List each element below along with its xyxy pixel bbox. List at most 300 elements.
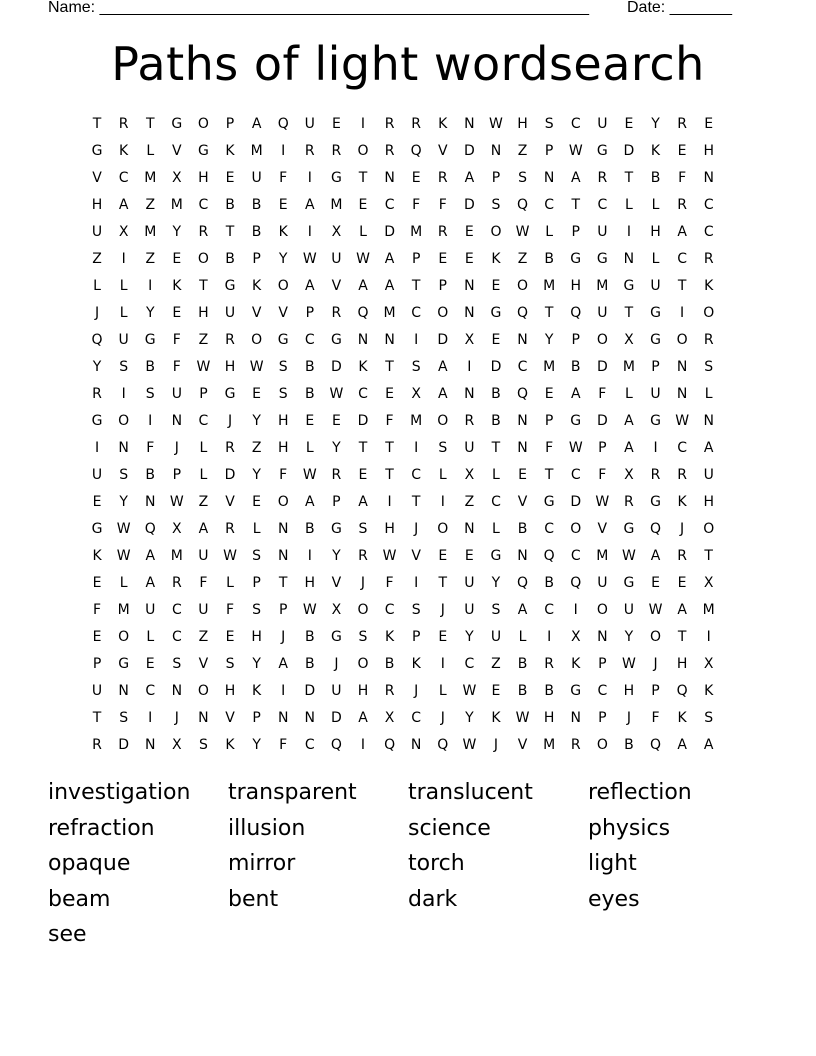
- grid-letter: Q: [650, 521, 662, 537]
- grid-letter: R: [677, 197, 688, 213]
- grid-row: [84, 386, 722, 413]
- grid-letter: A: [358, 710, 369, 726]
- grid-letter: U: [118, 332, 130, 348]
- grid-letter: S: [491, 602, 501, 618]
- grid-letter: P: [571, 224, 581, 240]
- grid-letter: L: [651, 251, 660, 267]
- grid-letter: Z: [198, 494, 209, 510]
- word-list-item: see: [48, 922, 87, 948]
- grid-letter: T: [385, 440, 395, 456]
- grid-letter: R: [331, 143, 342, 159]
- grid-letter: N: [676, 359, 688, 375]
- grid-letter: U: [597, 224, 608, 240]
- grid-letter: J: [440, 602, 446, 618]
- grid-letter: C: [491, 494, 502, 510]
- grid-letter: M: [144, 170, 157, 186]
- grid-letter: E: [651, 575, 661, 591]
- grid-letter: G: [543, 494, 556, 510]
- grid-letter: F: [412, 197, 421, 213]
- grid-letter: G: [650, 494, 662, 510]
- grid-letter: U: [464, 440, 475, 456]
- grid-letter: S: [704, 710, 714, 726]
- grid-letter: I: [626, 224, 632, 240]
- grid-letter: I: [281, 683, 286, 699]
- grid-letter: B: [225, 197, 236, 213]
- letter-grid: [84, 116, 722, 764]
- grid-letter: G: [171, 116, 183, 132]
- grid-letter: S: [518, 170, 528, 186]
- grid-letter: Z: [251, 440, 262, 456]
- grid-letter: N: [464, 521, 476, 537]
- grid-letter: G: [623, 575, 635, 591]
- grid-letter: V: [225, 710, 236, 726]
- grid-letter: C: [304, 737, 316, 753]
- grid-letter: T: [278, 575, 288, 591]
- grid-letter: N: [171, 683, 183, 699]
- grid-letter: L: [305, 440, 315, 456]
- grid-letter: Q: [650, 737, 662, 753]
- grid-letter: U: [490, 629, 502, 645]
- grid-row: [84, 575, 722, 602]
- grid-letter: X: [570, 629, 582, 645]
- grid-letter: A: [624, 413, 635, 429]
- grid-letter: P: [651, 359, 661, 375]
- grid-letter: P: [252, 251, 262, 267]
- grid-letter: L: [199, 467, 208, 483]
- grid-letter: O: [650, 629, 662, 645]
- grid-letter: P: [225, 116, 235, 132]
- grid-letter: R: [198, 224, 209, 240]
- grid-letter: Z: [145, 251, 156, 267]
- grid-letter: P: [438, 278, 448, 294]
- grid-letter: B: [491, 386, 502, 402]
- grid-letter: X: [118, 224, 129, 240]
- word-list-item: torch: [408, 851, 465, 877]
- grid-letter: J: [174, 440, 180, 456]
- grid-letter: V: [331, 575, 342, 591]
- grid-letter: A: [570, 386, 582, 402]
- grid-letter: V: [331, 278, 342, 294]
- grid-letter: E: [331, 413, 342, 429]
- grid-letter: Y: [651, 116, 661, 132]
- grid-letter: J: [626, 710, 632, 726]
- grid-letter: A: [358, 278, 369, 294]
- grid-letter: I: [360, 737, 366, 753]
- grid-letter: N: [144, 494, 156, 510]
- grid-letter: J: [281, 629, 286, 645]
- word-list-item: dark: [408, 886, 458, 912]
- grid-letter: T: [225, 224, 235, 240]
- grid-letter: U: [597, 116, 608, 132]
- grid-letter: M: [117, 602, 131, 618]
- grid-letter: T: [491, 440, 501, 456]
- grid-letter: K: [278, 224, 289, 240]
- grid-letter: Y: [465, 629, 475, 645]
- grid-letter: O: [517, 278, 529, 294]
- grid-letter: R: [304, 143, 316, 159]
- grid-letter: L: [518, 629, 527, 645]
- grid-letter: H: [251, 629, 263, 645]
- grid-letter: R: [225, 521, 236, 537]
- grid-letter: A: [145, 548, 156, 564]
- grid-letter: Y: [624, 629, 634, 645]
- grid-letter: X: [411, 386, 422, 402]
- grid-letter: Y: [332, 548, 342, 564]
- grid-letter: S: [198, 737, 209, 753]
- grid-letter: H: [543, 710, 555, 726]
- grid-letter: W: [595, 494, 610, 510]
- grid-letter: I: [360, 116, 366, 132]
- grid-letter: I: [148, 710, 153, 726]
- grid-letter: P: [544, 143, 554, 159]
- grid-letter: D: [490, 359, 502, 375]
- grid-row: [84, 116, 722, 143]
- grid-letter: L: [119, 305, 129, 321]
- grid-letter: L: [226, 575, 235, 591]
- grid-letter: U: [597, 575, 608, 591]
- grid-letter: B: [145, 467, 156, 483]
- grid-letter: U: [464, 602, 475, 618]
- grid-row: [84, 602, 722, 629]
- grid-letter: S: [278, 359, 289, 375]
- grid-letter: R: [650, 467, 661, 483]
- grid-row: [84, 521, 722, 548]
- grid-letter: W: [196, 359, 211, 375]
- grid-letter: Q: [543, 548, 556, 564]
- grid-letter: F: [545, 440, 554, 456]
- grid-letter: X: [464, 332, 475, 348]
- grid-letter: F: [598, 467, 607, 483]
- grid-letter: A: [517, 602, 528, 618]
- grid-letter: M: [543, 278, 556, 294]
- grid-letter: X: [172, 737, 183, 753]
- grid-letter: N: [277, 710, 289, 726]
- grid-letter: U: [331, 683, 343, 699]
- grid-letter: O: [703, 521, 715, 537]
- grid-letter: G: [91, 521, 103, 537]
- grid-letter: K: [358, 359, 369, 375]
- grid-letter: Y: [145, 305, 156, 321]
- grid-letter: T: [438, 575, 448, 591]
- grid-letter: Z: [517, 143, 528, 159]
- grid-letter: A: [305, 278, 316, 294]
- grid-letter: A: [677, 602, 688, 618]
- grid-letter: K: [438, 116, 448, 132]
- name-field-label: Name: _______________________________________________________: [48, 0, 589, 16]
- grid-letter: R: [384, 116, 395, 132]
- grid-letter: K: [704, 278, 714, 294]
- grid-letter: E: [305, 413, 315, 429]
- grid-letter: Y: [252, 656, 262, 672]
- grid-row: [84, 278, 722, 305]
- grid-letter: T: [358, 440, 368, 456]
- grid-letter: R: [331, 467, 342, 483]
- grid-letter: A: [677, 224, 688, 240]
- grid-letter: T: [677, 278, 687, 294]
- grid-letter: I: [573, 602, 579, 618]
- grid-letter: H: [91, 197, 103, 213]
- grid-letter: D: [331, 710, 343, 726]
- grid-letter: U: [623, 602, 635, 618]
- grid-letter: E: [464, 224, 475, 240]
- date-field-label: Date: _______: [627, 0, 732, 16]
- grid-letter: B: [304, 359, 316, 375]
- grid-letter: O: [118, 629, 130, 645]
- grid-letter: H: [224, 359, 236, 375]
- grid-letter: D: [463, 197, 476, 213]
- grid-letter: V: [278, 305, 289, 321]
- grid-letter: K: [677, 710, 688, 726]
- grid-letter: C: [198, 197, 209, 213]
- grid-letter: K: [411, 656, 422, 672]
- grid-letter: U: [91, 467, 103, 483]
- grid-letter: N: [464, 278, 476, 294]
- grid-letter: K: [491, 251, 502, 267]
- grid-letter: C: [570, 548, 582, 564]
- grid-letter: I: [414, 332, 419, 348]
- grid-letter: E: [385, 386, 395, 402]
- grid-letter: R: [464, 413, 475, 429]
- grid-letter: H: [570, 278, 582, 294]
- grid-letter: K: [677, 494, 688, 510]
- grid-letter: Q: [437, 737, 449, 753]
- grid-letter: W: [356, 251, 371, 267]
- grid-letter: A: [358, 494, 369, 510]
- grid-letter: R: [118, 116, 129, 132]
- grid-letter: W: [116, 521, 132, 537]
- grid-letter: O: [277, 494, 290, 510]
- grid-letter: E: [358, 467, 368, 483]
- grid-letter: L: [252, 521, 262, 537]
- grid-letter: W: [302, 602, 318, 618]
- grid-letter: R: [677, 116, 688, 132]
- grid-letter: L: [146, 629, 155, 645]
- grid-letter: I: [307, 224, 313, 240]
- grid-letter: Q: [277, 116, 290, 132]
- grid-letter: E: [518, 467, 528, 483]
- grid-letter: G: [118, 656, 130, 672]
- grid-letter: L: [119, 278, 129, 294]
- grid-letter: R: [677, 548, 688, 564]
- grid-letter: R: [384, 683, 395, 699]
- grid-letter: A: [437, 386, 449, 402]
- grid-letter: C: [703, 224, 715, 240]
- grid-letter: D: [304, 683, 316, 699]
- grid-letter: H: [703, 143, 715, 159]
- grid-row: [84, 224, 722, 251]
- page-title: Paths of light wordsearch: [111, 37, 705, 91]
- grid-letter: M: [622, 359, 636, 375]
- grid-letter: C: [464, 656, 475, 672]
- grid-letter: F: [146, 440, 155, 456]
- grid-letter: C: [118, 170, 130, 186]
- grid-letter: L: [625, 197, 634, 213]
- grid-letter: L: [199, 440, 208, 456]
- grid-letter: G: [330, 521, 343, 537]
- grid-letter: E: [252, 494, 262, 510]
- grid-letter: C: [677, 251, 688, 267]
- grid-letter: R: [171, 575, 183, 591]
- grid-letter: H: [224, 683, 236, 699]
- grid-letter: O: [357, 656, 369, 672]
- grid-letter: C: [570, 116, 582, 132]
- grid-letter: S: [225, 656, 235, 672]
- grid-letter: C: [544, 197, 555, 213]
- grid-letter: S: [491, 197, 501, 213]
- grid-letter: L: [146, 143, 155, 159]
- grid-letter: T: [571, 197, 581, 213]
- grid-row: [84, 629, 722, 656]
- grid-letter: U: [198, 548, 210, 564]
- grid-row: [84, 305, 722, 332]
- grid-letter: E: [677, 143, 688, 159]
- grid-letter: E: [438, 251, 448, 267]
- grid-letter: C: [703, 197, 715, 213]
- grid-letter: W: [648, 602, 663, 618]
- grid-letter: G: [224, 386, 236, 402]
- grid-letter: O: [490, 224, 502, 240]
- grid-letter: E: [92, 629, 102, 645]
- grid-letter: C: [517, 359, 528, 375]
- grid-row: [84, 494, 722, 521]
- grid-letter: A: [703, 440, 714, 456]
- grid-letter: O: [357, 602, 369, 618]
- grid-letter: L: [359, 224, 368, 240]
- grid-letter: M: [543, 359, 556, 375]
- word-list-item: opaque: [48, 851, 131, 877]
- grid-letter: G: [650, 305, 662, 321]
- grid-letter: C: [384, 197, 395, 213]
- grid-row: [84, 413, 722, 440]
- grid-letter: O: [596, 737, 609, 753]
- grid-letter: M: [144, 224, 157, 240]
- grid-letter: C: [171, 629, 183, 645]
- grid-letter: L: [704, 386, 714, 402]
- grid-letter: I: [121, 251, 127, 267]
- grid-letter: C: [411, 305, 422, 321]
- grid-letter: V: [597, 521, 608, 537]
- grid-letter: A: [437, 359, 449, 375]
- grid-letter: Y: [252, 737, 262, 753]
- grid-letter: J: [493, 737, 499, 753]
- grid-letter: W: [568, 440, 584, 456]
- grid-letter: X: [172, 170, 183, 186]
- grid-letter: O: [357, 143, 369, 159]
- grid-letter: P: [598, 710, 608, 726]
- grid-letter: S: [145, 386, 156, 402]
- grid-letter: X: [624, 332, 635, 348]
- grid-letter: A: [624, 440, 635, 456]
- grid-letter: M: [596, 548, 609, 564]
- grid-letter: J: [414, 683, 419, 699]
- grid-letter: R: [437, 170, 449, 186]
- grid-letter: U: [198, 602, 210, 618]
- grid-letter: O: [197, 251, 210, 267]
- grid-letter: B: [517, 683, 528, 699]
- grid-row: [84, 332, 722, 359]
- grid-letter: A: [464, 170, 475, 186]
- grid-letter: I: [148, 278, 153, 294]
- grid-letter: D: [357, 413, 369, 429]
- grid-letter: L: [492, 467, 501, 483]
- grid-letter: N: [384, 170, 396, 186]
- grid-letter: U: [597, 305, 608, 321]
- grid-letter: I: [440, 494, 446, 510]
- grid-letter: R: [570, 737, 582, 753]
- grid-letter: R: [437, 224, 449, 240]
- grid-letter: E: [491, 332, 501, 348]
- grid-letter: R: [358, 548, 369, 564]
- grid-letter: Q: [570, 575, 582, 591]
- grid-letter: R: [597, 170, 608, 186]
- grid-letter: B: [517, 656, 528, 672]
- grid-letter: O: [437, 521, 449, 537]
- grid-letter: G: [224, 278, 236, 294]
- grid-letter: T: [199, 278, 209, 294]
- grid-letter: K: [92, 548, 103, 564]
- grid-letter: S: [411, 359, 422, 375]
- grid-letter: T: [358, 170, 368, 186]
- grid-letter: N: [384, 332, 396, 348]
- grid-letter: F: [279, 737, 288, 753]
- grid-letter: V: [198, 656, 209, 672]
- grid-letter: O: [596, 602, 609, 618]
- grid-letter: B: [304, 521, 316, 537]
- grid-letter: O: [277, 278, 290, 294]
- grid-letter: N: [517, 440, 529, 456]
- grid-letter: T: [385, 467, 395, 483]
- grid-letter: B: [650, 170, 661, 186]
- word-list-item: refraction: [48, 815, 155, 841]
- grid-letter: W: [302, 251, 318, 267]
- grid-letter: G: [623, 278, 635, 294]
- grid-letter: N: [304, 710, 316, 726]
- grid-letter: L: [545, 224, 554, 240]
- word-list-item: illusion: [228, 815, 306, 841]
- grid-letter: L: [119, 575, 129, 591]
- grid-letter: M: [383, 305, 397, 321]
- grid-letter: C: [198, 413, 209, 429]
- grid-letter: Y: [465, 710, 475, 726]
- grid-letter: H: [277, 440, 289, 456]
- grid-letter: E: [92, 575, 102, 591]
- grid-letter: O: [251, 332, 263, 348]
- grid-letter: F: [172, 332, 182, 348]
- grid-letter: T: [411, 494, 421, 510]
- grid-letter: D: [384, 224, 396, 240]
- grid-letter: B: [570, 359, 582, 375]
- grid-letter: E: [172, 305, 182, 321]
- grid-letter: B: [624, 737, 635, 753]
- grid-letter: R: [411, 116, 422, 132]
- grid-letter: S: [278, 386, 289, 402]
- grid-letter: U: [464, 575, 475, 591]
- grid-letter: W: [302, 467, 318, 483]
- grid-letter: M: [596, 278, 609, 294]
- grid-letter: Y: [172, 224, 182, 240]
- grid-letter: N: [597, 629, 609, 645]
- grid-letter: E: [624, 116, 634, 132]
- grid-letter: U: [91, 224, 103, 240]
- grid-letter: R: [225, 440, 236, 456]
- grid-letter: V: [437, 143, 449, 159]
- grid-letter: U: [331, 251, 343, 267]
- grid-letter: G: [330, 332, 343, 348]
- grid-letter: O: [197, 116, 210, 132]
- grid-row: [84, 548, 722, 575]
- grid-letter: N: [464, 116, 476, 132]
- grid-letter: N: [277, 521, 289, 537]
